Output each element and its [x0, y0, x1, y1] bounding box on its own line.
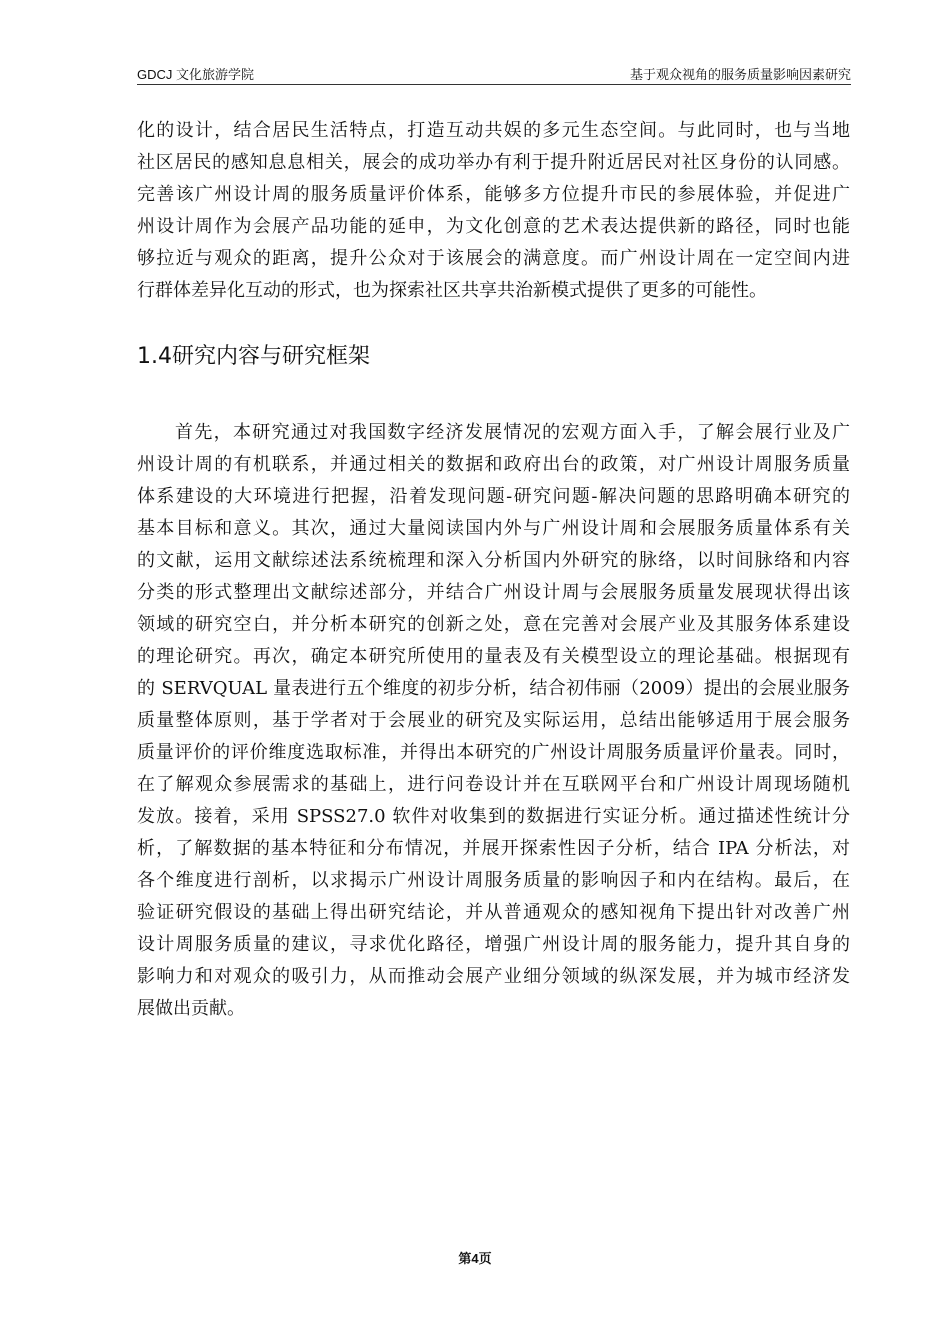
text-line: 质量评价的评价维度选取标准，并得出本研究的广州设计周服务质量评价量表。同时，: [137, 742, 850, 763]
text-line: 社区居民的感知息息相关，展会的成功举办有利于提升附近居民对社区身份的认同感。: [137, 152, 850, 173]
text-line: 分类的形式整理出文献综述部分，并结合广州设计周与会展服务质量发展现状得出该: [137, 582, 850, 603]
text-line: 体系建设的大环境进行把握，沿着发现问题-研究问题-解决问题的思路明确本研究的: [137, 486, 850, 507]
text-line: 的文献，运用文献综述法系统梳理和深入分析国内外研究的脉络，以时间脉络和内容: [137, 550, 850, 571]
section-heading: 1.4研究内容与研究框架: [137, 344, 370, 369]
text-line: 质量整体原则，基于学者对于会展业的研究及实际运用，总结出能够适用于展会服务: [137, 710, 850, 731]
text-line: 完善该广州设计周的服务质量评价体系，能够多方位提升市民的参展体验，并促进广: [137, 184, 850, 205]
text-line: 够拉近与观众的距离，提升公众对于该展会的满意度。而广州设计周在一定空间内进: [137, 248, 850, 269]
paragraph-2: [137, 417, 850, 1025]
header-institution: GDCJ 文化旅游学院: [137, 67, 255, 82]
text-line: 的理论研究。再次，确定本研究所使用的量表及有关模型设立的理论基础。根据现有: [137, 646, 850, 667]
text-line: 的 SERVQUAL 量表进行五个维度的初步分析，结合初伟丽（2009）提出的会展业服务: [137, 678, 850, 699]
text-line: 展做出贡献。: [137, 998, 245, 1019]
text-line: 在了解观众参展需求的基础上，进行问卷设计并在互联网平台和广州设计周现场随机: [137, 774, 850, 795]
paragraph-1: [137, 115, 850, 307]
text-line: 领域的研究空白，并分析本研究的创新之处，意在完善对会展产业及其服务体系建设: [137, 614, 850, 635]
text-line: 各个维度进行剖析，以求揭示广州设计周服务质量的影响因子和内在结构。最后，在: [137, 870, 850, 891]
text-line: 设计周服务质量的建议，寻求优化路径，增强广州设计周的服务能力，提升其自身的: [137, 934, 850, 955]
text-line: 化的设计，结合居民生活特点，打造互动共娱的多元生态空间。与此同时，也与当地: [137, 120, 850, 141]
text-line: 基本目标和意义。其次，通过大量阅读国内外与广州设计周和会展服务质量体系有关: [137, 518, 850, 539]
text-line: 州设计周作为会展产品功能的延申，为文化创意的艺术表达提供新的路径，同时也能: [137, 216, 850, 237]
page-header: [137, 66, 851, 85]
header-thesis-title: 基于观众视角的服务质量影响因素研究: [629, 67, 851, 82]
text-line: 发放。接着，采用 SPSS27.0 软件对收集到的数据进行实证分析。通过描述性统计分: [137, 806, 850, 827]
text-line: 影响力和对观众的吸引力，从而推动会展产业细分领域的纵深发展，并为城市经济发: [137, 966, 850, 987]
page-number: 第4页: [458, 1251, 492, 1266]
text-line: 验证研究假设的基础上得出研究结论，并从普通观众的感知视角下提出针对改善广州: [137, 902, 850, 923]
text-line: 州设计周的有机联系，并通过相关的数据和政府出台的政策，对广州设计周服务质量: [137, 454, 850, 475]
text-line: 首先，本研究通过对我国数字经济发展情况的宏观方面入手，了解会展行业及广: [175, 422, 850, 443]
text-line: 析，了解数据的基本特征和分布情况，并展开探索性因子分析，结合 IPA 分析法，对: [137, 838, 850, 859]
text-line: 行群体差异化互动的形式，也为探索社区共享共治新模式提供了更多的可能性。: [137, 280, 767, 301]
